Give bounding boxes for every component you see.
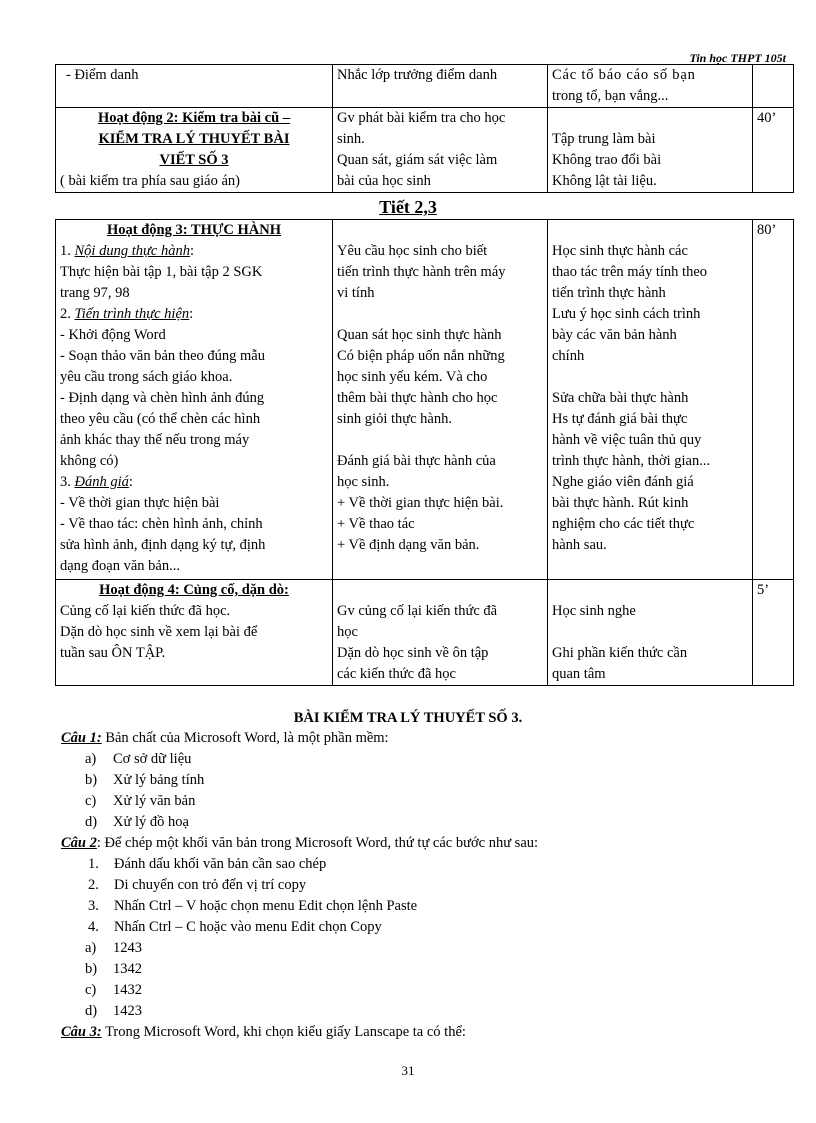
teacher-cell: [333, 108, 548, 193]
cell-line: Không lật tài liệu.: [552, 173, 657, 189]
cell-line: vi tính: [337, 285, 375, 301]
cell-line: Lưu ý học sinh cách trình: [552, 306, 701, 322]
step-item: 2. Di chuyển con trỏ đến vị trí copy: [88, 877, 307, 893]
cell-line: Quan sát học sinh thực hành: [337, 327, 502, 343]
student-cell: [548, 220, 753, 580]
cell-line: Quan sát, giám sát việc làm: [337, 152, 498, 168]
cell-line: theo yêu cầu (có thể chèn các hình: [60, 411, 261, 427]
activity-title: Hoạt động 4: Củng cố, dặn dò:: [99, 582, 289, 598]
cell-line: Gv củng cố lại kiến thức đã: [337, 603, 498, 619]
table-row: [56, 580, 794, 686]
time-cell: 40’: [753, 108, 794, 193]
cell-line: tiến trình thực hành trên máy: [337, 264, 506, 280]
cell-line: các kiến thức đã học: [337, 666, 456, 682]
answer-option: d) 1423: [85, 1003, 142, 1019]
cell-line: Dặn dò học sinh về ôn tập: [337, 645, 489, 661]
cell-line: [552, 108, 748, 129]
teacher-cell: [333, 580, 548, 686]
answer-option: a) Cơ sở dữ liệu: [85, 751, 192, 767]
cell-line: tiến trình thực hành: [552, 285, 666, 301]
cell-line: [552, 367, 748, 388]
answer-option: b) 1342: [85, 961, 142, 977]
step-item: 4. Nhấn Ctrl – C hoặc vào menu Edit chọn Copy: [88, 919, 382, 935]
cell-line: [552, 220, 748, 241]
cell-line: [337, 580, 543, 601]
cell-line: Củng cố lại kiến thức đã học.: [60, 603, 231, 619]
cell-line: - Soạn thảo văn bản theo đúng mẫu: [60, 348, 265, 364]
activity-cell: [56, 580, 333, 686]
running-header: Tin học THPT 105t: [689, 51, 786, 65]
cell-line: yêu cầu trong sách giáo khoa.: [60, 369, 233, 385]
answer-option: c) 1432: [85, 982, 142, 998]
cell-line: + Về thời gian thực hiện bài.: [337, 495, 504, 511]
cell-line: Không trao đổi bài: [552, 152, 662, 168]
cell-line: Đánh giá bài thực hành của: [337, 453, 496, 469]
cell-line: trình thực hành, thời gian...: [552, 453, 711, 469]
cell-line: không có): [60, 453, 119, 469]
cell-line: chính: [552, 348, 585, 364]
teacher-cell: [333, 220, 548, 580]
cell-line: Hs tự đánh giá bài thực: [552, 411, 688, 427]
lesson-table-1: [55, 64, 794, 193]
cell-line: Học sinh thực hành các: [552, 243, 688, 259]
cell-line: 1. Nội dung thực hành:: [60, 243, 194, 259]
cell-line: ảnh khác thay thế nếu trong máy: [60, 432, 250, 448]
question: Câu 1: Bản chất của Microsoft Word, là một phần mềm:: [61, 730, 389, 746]
activity-cell: [56, 220, 333, 580]
student-cell: [548, 108, 753, 193]
activity-title: VIẾT SỐ 3: [159, 152, 229, 168]
teacher-cell: [333, 65, 548, 108]
activity-cell: [56, 65, 333, 108]
cell-line: bài của học sinh: [337, 173, 431, 189]
question: Câu 2: Để chép một khối văn bản trong Microsoft Word, thứ tự các bước như sau:: [61, 835, 539, 851]
cell-line: [552, 580, 748, 601]
quiz-body: [61, 728, 801, 1043]
cell-line: - Định dạng và chèn hình ảnh đúng: [60, 390, 265, 406]
cell-line: Nhắc lớp trưởng điểm danh: [337, 67, 498, 83]
cell-line: - Điểm danh: [66, 67, 139, 83]
cell-line: bày các văn bản hành: [552, 327, 677, 343]
cell-line: 3. Đánh giá:: [60, 474, 133, 490]
activity-cell: [56, 108, 333, 193]
cell-line: [337, 220, 543, 241]
cell-line: Yêu cầu học sinh cho biết: [337, 243, 488, 259]
answer-option: c) Xử lý văn bản: [85, 793, 196, 809]
cell-line: Ghi phần kiến thức cần: [552, 645, 688, 661]
cell-line: học sinh yếu kém. Và cho: [337, 369, 488, 385]
lesson-table-2: [55, 219, 794, 686]
cell-line: 2. Tiến trình thực hiện:: [60, 306, 194, 322]
cell-line: hành sau.: [552, 537, 607, 553]
cell-line: sinh.: [337, 131, 365, 147]
cell-line: Thực hiện bài tập 1, bài tập 2 SGK: [60, 264, 263, 280]
cell-line: hành về việc tuân thủ quy: [552, 432, 702, 448]
cell-line: quan tâm: [552, 666, 606, 682]
step-item: 3. Nhấn Ctrl – V hoặc chọn menu Edit chọn lệnh Paste: [88, 898, 418, 914]
cell-line: [552, 622, 748, 643]
answer-option: d) Xử lý đồ hoạ: [85, 814, 189, 830]
table-row: [56, 65, 794, 108]
cell-line: Tập trung làm bài: [552, 131, 656, 147]
section-heading: Tiết 2,3: [379, 197, 437, 217]
cell-line: tuần sau ÔN TẬP.: [60, 645, 166, 661]
cell-line: Sửa chữa bài thực hành: [552, 390, 689, 406]
cell-line: sửa hình ảnh, định dạng ký tự, định: [60, 537, 266, 553]
answer-option: a) 1243: [85, 940, 142, 956]
student-cell: [548, 65, 753, 108]
quiz-title: BÀI KIỂM TRA LÝ THUYẾT SỐ 3.: [293, 710, 523, 726]
cell-line: - Khởi động Word: [60, 327, 166, 343]
activity-title: Hoạt động 3: THỰC HÀNH: [106, 222, 281, 238]
cell-line: [337, 304, 543, 325]
activity-title: KIỂM TRA LÝ THUYẾT BÀI: [98, 131, 290, 147]
cell-line: thêm bài thực hành cho học: [337, 390, 498, 406]
cell-line: + Về thao tác: [337, 516, 415, 532]
cell-line: nghiệm cho các tiết thực: [552, 516, 695, 532]
cell-line: Có biện pháp uốn nắn những: [337, 348, 505, 364]
cell-line: trong tổ, bạn vắng...: [552, 88, 669, 104]
cell-line: Các tổ báo cáo số bạn: [552, 67, 696, 83]
activity-title: Hoạt động 2: Kiểm tra bài cũ –: [97, 110, 291, 126]
cell-line: dạng đoạn văn bản...: [60, 558, 180, 574]
cell-line: học: [337, 624, 358, 640]
cell-line: Nghe giáo viên đánh giá: [552, 474, 694, 490]
activity-note: ( bài kiểm tra phía sau giáo án): [60, 173, 240, 189]
student-cell: [548, 580, 753, 686]
time-cell: 80’: [753, 220, 794, 580]
table-row: [56, 220, 794, 580]
question: Câu 3: Trong Microsoft Word, khi chọn kiểu giấy Lanscape ta có thể:: [61, 1024, 466, 1040]
cell-line: + Về định dạng văn bản.: [337, 537, 480, 553]
cell-line: trang 97, 98: [60, 285, 130, 301]
cell-line: - Về thời gian thực hiện bài: [60, 495, 220, 511]
cell-line: bài thực hành. Rút kinh: [552, 495, 689, 511]
cell-line: thao tác trên máy tính theo: [552, 264, 708, 280]
answer-option: b) Xử lý bảng tính: [85, 772, 205, 788]
cell-line: Gv phát bài kiểm tra cho học: [337, 110, 506, 126]
cell-line: Dặn dò học sinh về xem lại bài để: [60, 624, 258, 640]
table-row: [56, 108, 794, 193]
time-cell: 5’: [753, 580, 794, 686]
cell-line: sinh giỏi thực hành.: [337, 411, 452, 427]
cell-line: học sinh.: [337, 474, 390, 490]
step-item: 1. Đánh dấu khối văn bản cần sao chép: [88, 856, 327, 872]
cell-line: [337, 430, 543, 451]
cell-line: Học sinh nghe: [552, 603, 636, 619]
cell-line: - Về thao tác: chèn hình ảnh, chỉnh: [60, 516, 263, 532]
page-number: 31: [401, 1063, 415, 1078]
time-cell: [753, 65, 794, 108]
